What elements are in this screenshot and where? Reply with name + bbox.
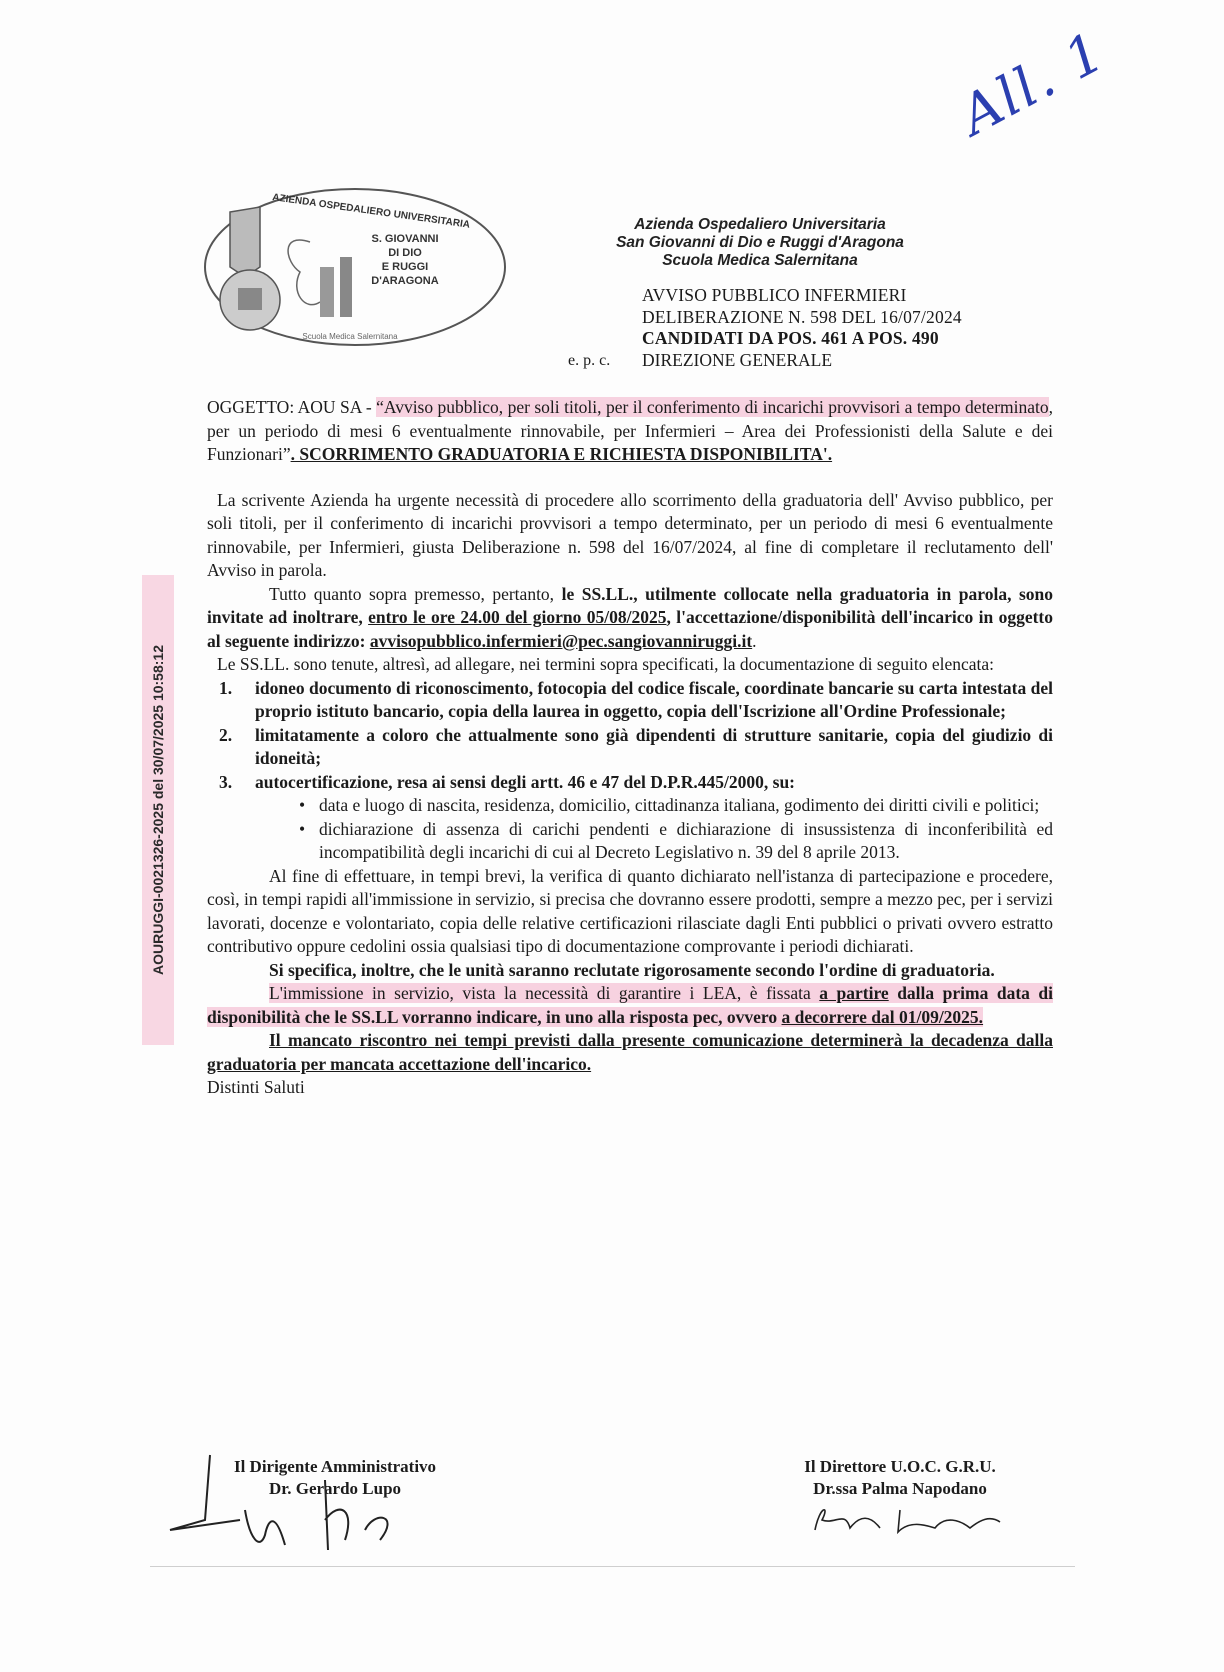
signer-name: Dr. Gerardo Lupo [268,1479,402,1498]
recipient-line: DELIBERAZIONE N. 598 DEL 16/07/2024 [642,306,962,327]
bottom-divider [150,1566,1075,1567]
subject [207,396,1053,467]
item-text: idoneo documento di riconoscimento, fotocopia del codice fiscale, coordinate bancarie su carta intestata del proprio istituto bancario, copia della laurea in oggetto, copia dell'Iscrizione all'Ordine Professionale; [255,677,1053,721]
logo-name-line: S. GIOVANNI [371,233,439,245]
document-item [219,771,1053,865]
bullet-item: • dichiarazione di assenza di carichi pendenti e dichiarazione di insussistenza di inconferibilità ed incompatibilità degli incarichi di cui al Decreto Legislativo n. 39 del 8 aprile 2013. [299,818,1053,865]
logo-name-line: D'ARAGONA [371,275,439,287]
paragraph-4: Al fine di effettuare, in tempi brevi, la verifica di quanto dichiarato nell'istanza di partecipazione e procedere, così, in tempi rapidi all'immissione in servizio, si precisa che dovranno essere prodotti, sempre a mezzo pec, per i servizi lavorati, docenze e volontariato, copia delle relative certificazioni rilasciate dagli Enti pubblici o privati ovvero estratto contributivo oppure cedolini ossia qualsiasi tipo di documentazione comprovante i periodi dichiarati. [207,865,1053,956]
logo-arc-text: AZIENDA OSPEDALIERO UNIVERSITARIA [271,192,471,231]
recipient-line: CANDIDATI DA POS. 461 A POS. 490 [642,328,939,348]
epc-recipient: DIREZIONE GENERALE [642,350,833,370]
item-text: limitatamente a coloro che attualmente sono già dipendenti di strutture sanitarie, copia del giudizio di idoneità; [255,724,1053,768]
handwritten-signature-left [150,1450,440,1560]
document-item [219,724,1053,771]
hospital-logo [190,172,510,352]
paragraph-2: Tutto quanto sopra premesso, pertanto, le SS.LL., utilmente collocate nella graduatoria in parola, sono invitate ad inoltrare, entro le ore 24.00 del giorno 05/08/2025, l'accettazione/disponibilità dell'incarico in oggetto al seguente indirizzo: avvisopubblico.infermieri@pec.sangiovanniruggi.it. [207,583,1054,651]
protocol-stamp: AOURUGGI-0021326-2025 del 30/07/2025 10:58:12 [150,645,166,975]
paragraph-3: Le SS.LL. sono tenute, altresì, ad allegare, nei termini sopra specificati, la documentazione di seguito elencata: [217,654,995,674]
p2-invite: le SS.LL., utilmente collocate nella graduatoria in parola, sono invitate ad inoltrare, [207,583,1054,627]
item-number: 2. [219,724,233,745]
recipient-block [642,285,962,350]
p2-acceptance: , l'accettazione/disponibilità dell'incarico in oggetto al seguente indirizzo: [207,607,1053,651]
logo-bottom-text: Scuola Medica Salernitana [302,332,398,341]
org-line: San Giovanni di Dio e Ruggi d'Aragona [616,234,904,251]
bullet-item: • data e luogo di nascita, residenza, domicilio, cittadinanza italiana, godimento dei diritti civili e politici; [299,794,1053,818]
subject-quote: , per un periodo di mesi 6 eventualmente rinnovabile, per Infermieri – Area dei Professionisti della Salute e dei Funzionari” [207,397,1053,464]
org-line: Azienda Ospedaliero Universitaria [634,216,886,233]
item-number: 3. [219,771,233,792]
handwritten-signature-right [810,1500,1010,1540]
logo-name-line: DI DIO [388,247,422,259]
item-text: autocertificazione, resa ai sensi degli artt. 46 e 47 del D.P.R.445/2000, su: [255,771,796,792]
closing: Distinti Saluti [207,1077,305,1097]
subject-prefix: : AOU SA - [289,397,377,417]
paragraph-5: Si specifica, inoltre, che le unità saranno reclutate rigorosamente secondo l'ordine di graduatoria. [269,959,995,980]
p6-intro: L'immissione in servizio, vista la necessità di garantire i LEA, è fissata [269,983,820,1003]
letter-body [207,396,1053,1100]
pec-email-link[interactable]: avvisopubblico.infermieri@pec.sangiovanniruggi.it [369,630,753,651]
documents-list [207,677,1053,865]
paragraph-6 [207,982,1053,1029]
self-certification-list [255,794,1053,865]
document-item [219,677,1053,724]
subject-label: OGGETTO [207,397,290,417]
subject-title: . SCORRIMENTO GRADUATORIA E RICHIESTA DISPONIBILITA'. [290,444,833,464]
paragraph-7: Il mancato riscontro nei tempi previsti dalla presente comunicazione determinerà la decadenza dalla graduatoria per mancata accettazione dell'incarico. [207,1030,1053,1074]
signer-name: Dr.ssa Palma Napodano [813,1479,987,1498]
p6-start: a partire [819,983,889,1003]
recipient-line: AVVISO PUBBLICO INFERMIERI [642,285,907,305]
organization-header [560,216,960,270]
signer-role: Il Dirigente Amministrativo [233,1457,437,1476]
p6-middle: dalla prima data di disponibilità che le SS.LL vorranno indicare, in uno alla risposta pec, ovvero [207,983,1053,1027]
epc-label: e. p. c. [568,352,611,369]
subject-quote-highlight: “Avviso pubblico, per soli titoli, per il conferimento di incarichi provvisori a tempo determinato [376,397,1049,417]
deadline: entro le ore 24.00 del giorno 05/08/2025 [368,607,667,627]
handwritten-annotation: All. 1 [949,19,1116,148]
item-number: 1. [219,677,233,698]
signer-role: Il Direttore U.O.C. G.R.U. [804,1457,996,1476]
paragraph-1: La scrivente Azienda ha urgente necessità di procedere allo scorrimento della graduatoria dell' Avviso pubblico, per soli titoli, per il conferimento di incarichi provvisori a tempo determinato, per un periodo di mesi 6 eventualmente rinnovabile, per Infermieri, giusta Deliberazione n. 598 del 16/07/2024, al fine di completare il reclutamento dell' Avviso in parola. [207,489,1053,580]
signature-right [770,1456,1030,1500]
start-date: a decorrere dal 01/09/2025. [781,1006,984,1027]
p2-intro: Tutto quanto sopra premesso, pertanto, [269,583,562,604]
org-line: Scuola Medica Salernitana [662,252,858,269]
logo-name-line: E RUGGI [381,261,429,273]
